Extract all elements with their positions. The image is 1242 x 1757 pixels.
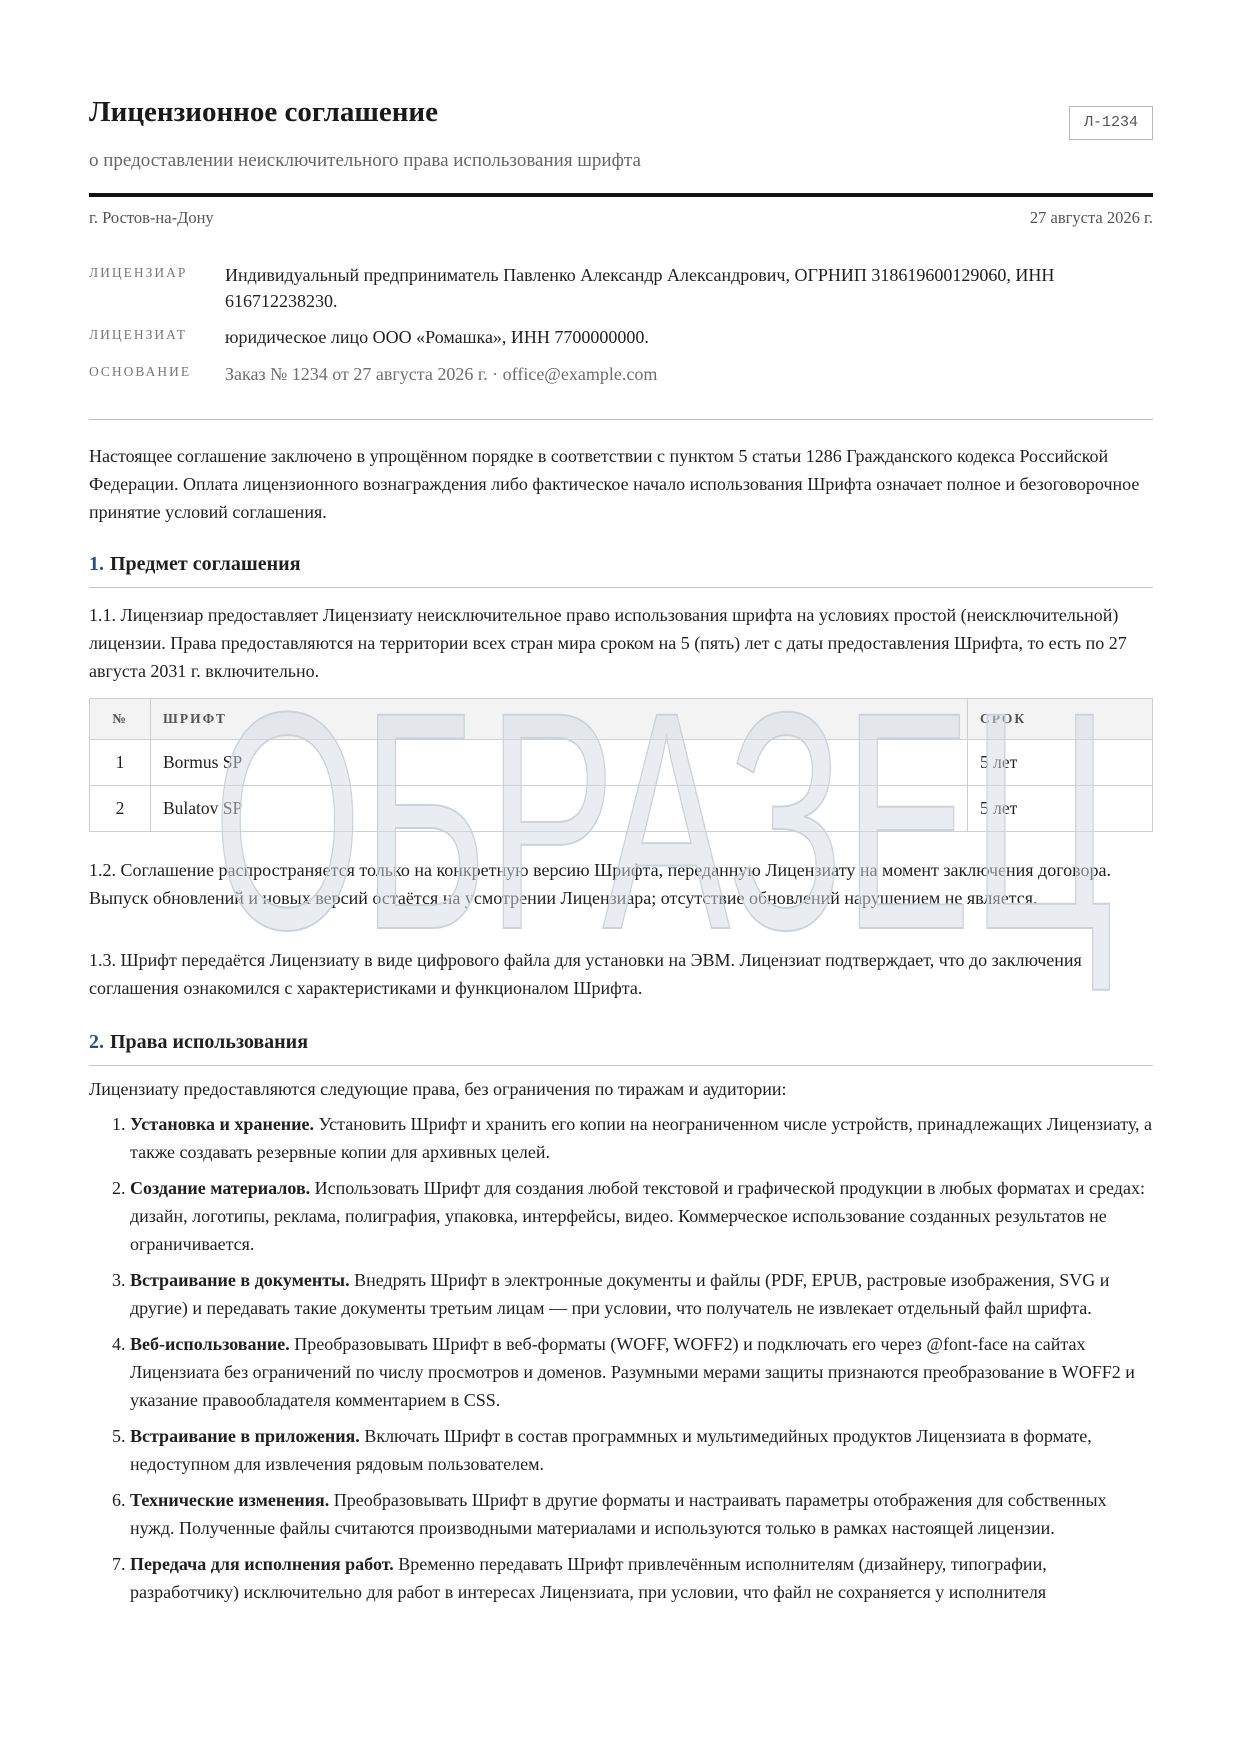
clause-1-1: 1.1. Лицензиар предоставляет Лицензиату неисключительное право использования шрифта на условиях простой (неисключительной) лицензии. Права предоставляются на территории всех стран мира сроком на 5 (пять) лет с даты предоставления Шрифта, то есть по 27 августа 2031 г. включительно.	[89, 605, 1127, 681]
section-title: Права использования	[110, 1031, 309, 1053]
item-text: Внедрять Шрифт в электронные документы и файлы (PDF, EPUB, растровые изображения, SVG и другие) и передавать такие документы третьим лицам — при условии, что получатель не извлекает отдельный файл шрифта.	[130, 1270, 1110, 1318]
document-subtitle: о предоставлении неисключительного права использования шрифта	[89, 150, 641, 171]
watermark-text: ОБРАЗЕЦ	[213, 680, 1113, 994]
document-page	[89, 0, 1153, 1757]
cell-term: 5 лет	[968, 786, 1153, 832]
table-row	[90, 740, 1153, 786]
column-header-font: ШРИФТ	[151, 699, 968, 740]
list-item	[130, 1550, 1153, 1606]
item-title: Встраивание в документы.	[130, 1270, 350, 1290]
intro-paragraph: Настоящее соглашение заключено в упрощённом порядке в соответствии с пунктом 5 статьи 1286 Гражданского кодекса Российской Федерации. Оплата лицензионного вознаграждения либо фактическое начало использования Шрифта означает полное и безоговорочное принятие условий соглашения.	[89, 446, 1140, 522]
column-header-number: №	[90, 699, 151, 740]
item-text: Преобразовывать Шрифт в другие форматы и настраивать параметры отображения для собственных нужд. Полученные файлы считаются производными материалами и используются только в рамках настоящей лицензии.	[130, 1490, 1107, 1538]
cell-term: 5 лет	[968, 740, 1153, 786]
column-header-term: СРОК	[968, 699, 1153, 740]
party-key: ЛИЦЕНЗИАТ	[89, 327, 187, 342]
item-title: Передача для исполнения работ.	[130, 1554, 394, 1574]
item-text: Преобразовывать Шрифт в веб-форматы (WOFF, WOFF2) и подключать его через @font-face на сайтах Лицензиата без ограничений по числу просмотров и доменов. Разумными мерами защиты признаются преобразование в WOFF2 и указание правообладателя комментарием в CSS.	[130, 1334, 1135, 1410]
clause-1-3: 1.3. Шрифт передаётся Лицензиату в виде цифрового файла для установки на ЭВМ. Лицензиат подтверждает, что до заключения соглашения ознакомился с характеристиками и функционалом Шрифта.	[89, 950, 1082, 998]
document-city: г. Ростов-на-Дону	[89, 208, 214, 227]
item-text: Использовать Шрифт для создания любой текстовой и графической продукции в любых форматах и средах: дизайн, логотипы, реклама, полиграфия, упаковка, интерфейсы, видео. Коммерческое использование созданных результатов не ограничивается.	[130, 1178, 1145, 1254]
list-item	[130, 1422, 1153, 1478]
party-key: ОСНОВАНИЕ	[89, 364, 192, 379]
item-title: Установка и хранение.	[130, 1114, 315, 1134]
section-2-heading	[89, 1031, 1153, 1066]
party-value: юридическое лицо ООО «Ромашка», ИНН 7700000000.	[225, 327, 649, 347]
rights-list	[89, 1110, 1153, 1614]
item-title: Встраивание в приложения.	[130, 1426, 360, 1446]
list-item	[130, 1486, 1153, 1542]
document-date: 27 августа 2026 г.	[1029, 208, 1153, 227]
item-text: Включать Шрифт в состав программных и мультимедийных продуктов Лицензиата в формате, недоступном для извлечения рядовым пользователем.	[130, 1426, 1092, 1474]
item-title: Веб-использование.	[130, 1334, 290, 1354]
section-1-heading	[89, 553, 1153, 588]
section-number: 2.	[89, 1031, 104, 1053]
list-item	[130, 1330, 1153, 1414]
section-2-lead: Лицензиату предоставляются следующие права, без ограничения по тиражам и аудитории:	[89, 1079, 787, 1099]
list-item	[130, 1266, 1153, 1322]
document-number-badge: Л-1234	[1069, 106, 1153, 140]
fonts-table	[89, 698, 1153, 832]
document-title: Лицензионное соглашение	[89, 96, 438, 128]
table-row	[90, 786, 1153, 832]
header-rule	[89, 193, 1153, 197]
clause-1-2: 1.2. Соглашение распространяется только на конкретную версию Шрифта, переданную Лицензиату на момент заключения договора. Выпуск обновлений и новых версий остаётся на усмотрении Лицензиара; отсутствие обновлений нарушением не является.	[89, 860, 1112, 908]
item-title: Создание материалов.	[130, 1178, 311, 1198]
cell-number: 2	[90, 786, 151, 832]
table-header-row	[90, 699, 1153, 740]
party-value: Индивидуальный предприниматель Павленко Александр Александрович, ОГРНИП 318619600129060, ИНН 616712238230.	[225, 265, 1055, 311]
cell-font: Bormus SP	[151, 740, 968, 786]
section-title: Предмет соглашения	[110, 553, 301, 575]
list-item	[130, 1110, 1153, 1166]
cell-font: Bulatov SP	[151, 786, 968, 832]
item-text: Временно передавать Шрифт привлечённым исполнителям (дизайнеру, типографии, разработчику) исключительно для работ в интересах Лицензиата, при условии, что файл не сохраняется у исполнителя	[130, 1554, 1047, 1602]
section-number: 1.	[89, 553, 104, 575]
cell-number: 1	[90, 740, 151, 786]
list-item	[130, 1174, 1153, 1258]
party-key: ЛИЦЕНЗИАР	[89, 265, 188, 280]
item-title: Технические изменения.	[130, 1490, 330, 1510]
divider	[89, 419, 1153, 420]
party-value: Заказ № 1234 от 27 августа 2026 г. · office@example.com	[225, 364, 658, 384]
item-text: Установить Шрифт и хранить его копии на неограниченном числе устройств, принадлежащих Лицензиату, а также создавать резервные копии для архивных целей.	[130, 1114, 1153, 1162]
